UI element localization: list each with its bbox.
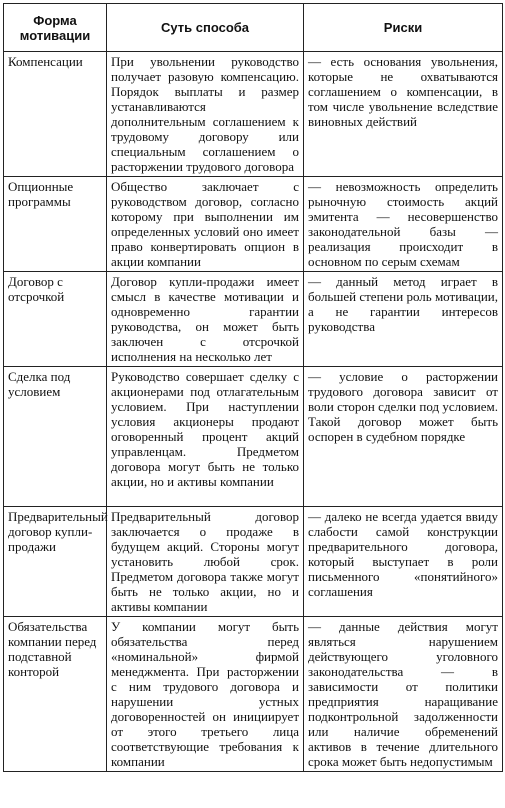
- motivation-table: [3, 3, 503, 772]
- form-cell: Предварительный договор купли-продажи: [4, 507, 107, 617]
- risks-cell: — условие о расторжении трудового договора зависит от воли сторон сделки под условием. Такой договор может быть оспорен в судебном порядке: [304, 367, 503, 507]
- essence-cell: У компании могут быть обязательства перед «номинальной» фирмой менеджмента. При расторжении с ним трудового договора и нарушении устных договоренностей он инициирует от этого третьего лица соответствующие требования к компании: [107, 617, 304, 772]
- table-row: [4, 177, 503, 272]
- header-essence: Суть способа: [107, 4, 304, 52]
- header-form: Форма мотивации: [4, 4, 107, 52]
- risks-cell: — невозможность определить рыночную стоимость акций эмитента — несовершенство законодательной базы — реализация происходит в основном по серым схемам: [304, 177, 503, 272]
- header-row: [4, 4, 503, 52]
- essence-cell: Договор купли-продажи имеет смысл в качестве мотивации и одновременно гарантии руководства, он может быть заключен с отсрочкой исполнения на несколько лет: [107, 272, 304, 367]
- risks-cell: — далеко не всегда удается ввиду слабости самой конструкции предварительного договора, который выступает в роли письменного «понятийного» соглашения: [304, 507, 503, 617]
- table-row: [4, 507, 503, 617]
- table-row: [4, 52, 503, 177]
- essence-cell: Руководство совершает сделку с акционерами под отлагательным условием. При наступлении условия акционеры продают оговоренный процент акций управленцам. Предметом договора могут быть не только акции, но и активы компании: [107, 367, 304, 507]
- header-risks: Риски: [304, 4, 503, 52]
- risks-cell: — данные действия могут являться нарушением действующего уголовного законодательства — в зависимости от политики предприятия наращивание подконтрольной задолженности или наличие обременений активов в течение длительного срока может быть недопустимым: [304, 617, 503, 772]
- form-cell: Договор с отсрочкой: [4, 272, 107, 367]
- essence-cell: При увольнении руководство получает разовую компенсацию. Порядок выплаты и размер устанавливаются дополнительным соглашением к трудовому договору или специальным соглашением о расторжении трудового договора: [107, 52, 304, 177]
- essence-cell: Предварительный договор заключается о продаже в будущем акций. Стороны могут установить любой срок. Предметом договора также могут быть не только акции, но и активы компании: [107, 507, 304, 617]
- table-row: [4, 272, 503, 367]
- form-cell: Опционные программы: [4, 177, 107, 272]
- form-cell: Обязательства компании перед подставной конторой: [4, 617, 107, 772]
- risks-cell: — данный метод играет в большей степени роль мотивации, а не гарантии интересов руководства: [304, 272, 503, 367]
- form-cell: Компенсации: [4, 52, 107, 177]
- table-row: [4, 617, 503, 772]
- form-cell: Сделка под условием: [4, 367, 107, 507]
- risks-cell: — есть основания увольнения, которые не охватываются соглашением о компенсации, в том числе увольнение вследствие виновных действий: [304, 52, 503, 177]
- table-row: [4, 367, 503, 507]
- essence-cell: Общество заключает с руководством договор, согласно которому при выполнении им определенных условий оно имеет право конвертировать опцион в акции компании: [107, 177, 304, 272]
